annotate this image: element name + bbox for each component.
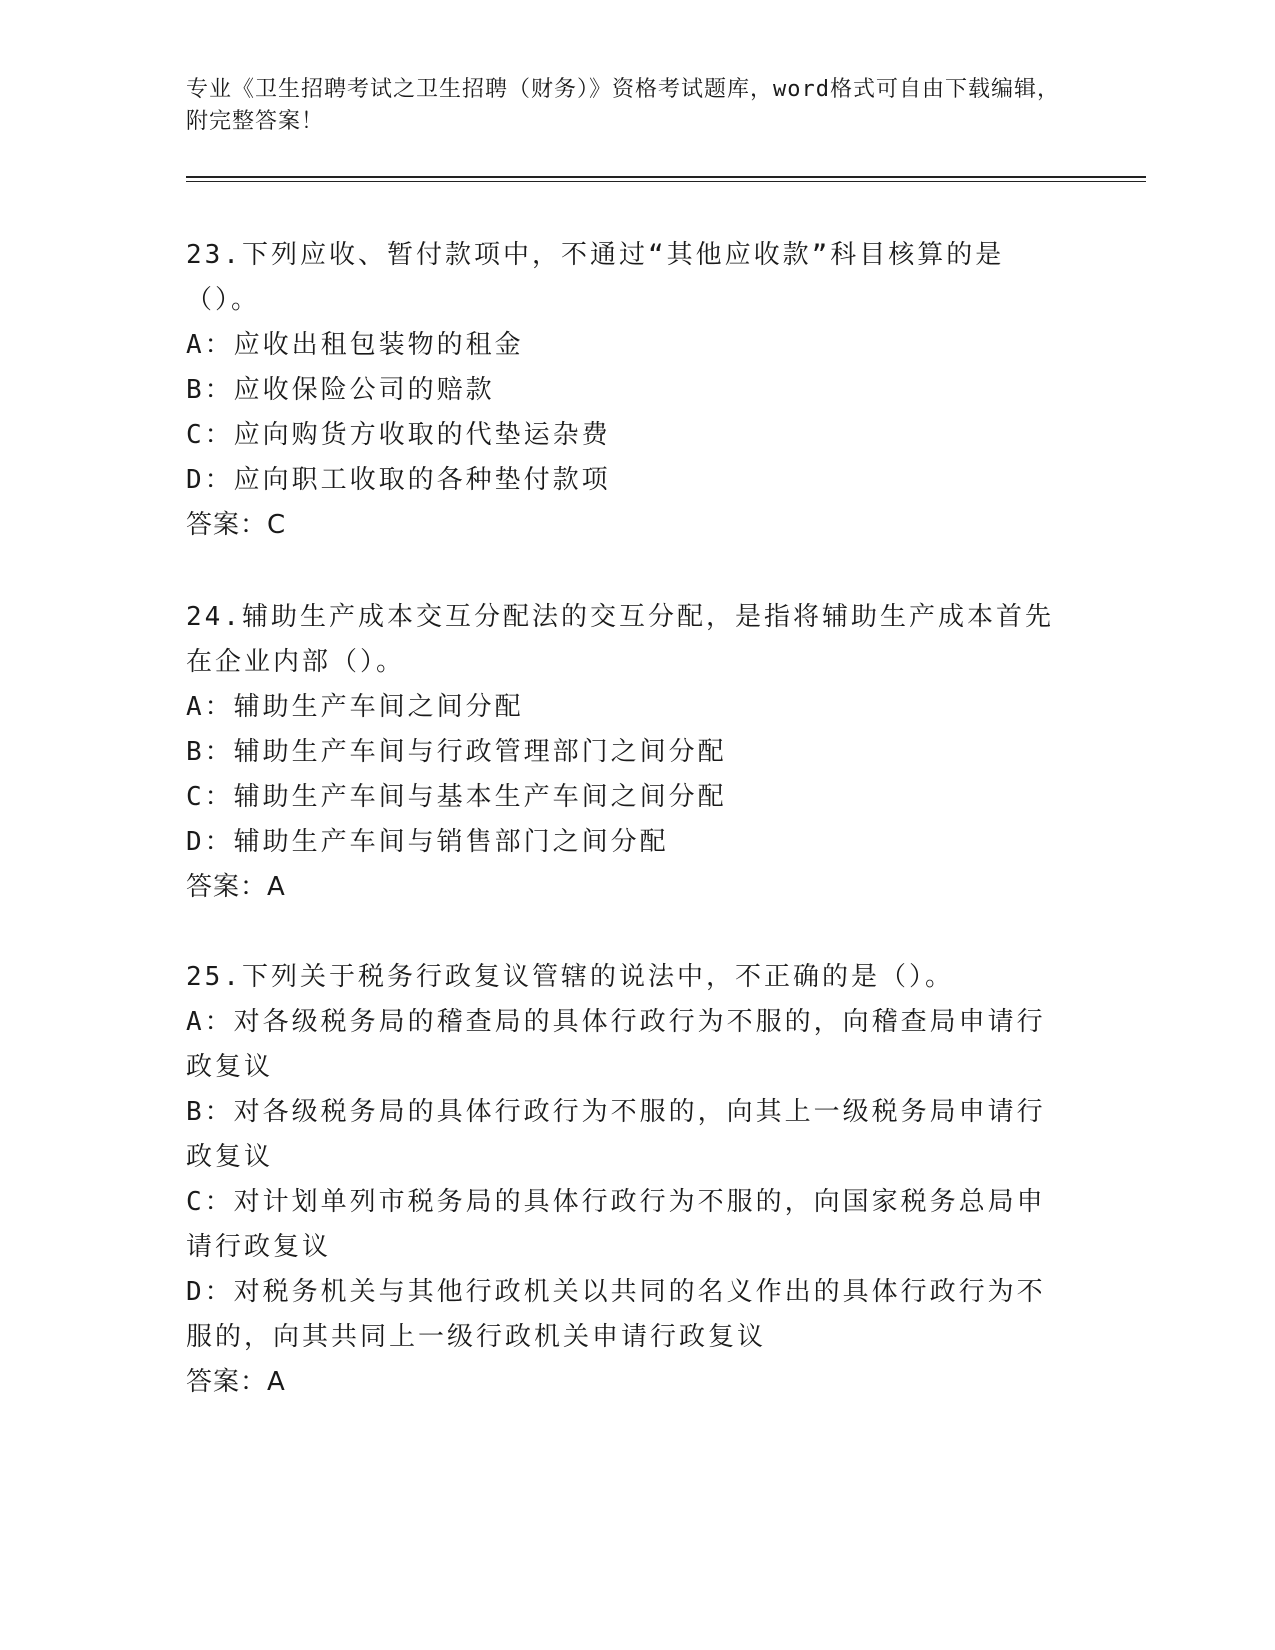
question-23 (186, 233, 1066, 548)
option-b: B：应收保险公司的赔款 (186, 375, 495, 405)
option-c: C：应向购货方收取的代垫运杂费 (186, 420, 611, 450)
header-divider (186, 176, 1146, 182)
question-25 (186, 955, 1066, 1405)
option-c: C：辅助生产车间与基本生产车间之间分配 (186, 782, 727, 812)
answer-line: 答案：A (186, 872, 286, 902)
question-stem: 24.辅助生产成本交互分配法的交互分配，是指将辅助生产成本首先在企业内部（）。 (186, 602, 1054, 677)
question-stem: 25.下列关于税务行政复议管辖的说法中，不正确的是（）。 (186, 962, 954, 992)
option-b: B：辅助生产车间与行政管理部门之间分配 (186, 737, 727, 767)
option-c: C：对计划单列市税务局的具体行政行为不服的，向国家税务总局申请行政复议 (186, 1187, 1046, 1262)
option-d: D：应向职工收取的各种垫付款项 (186, 465, 611, 495)
option-d: D：辅助生产车间与销售部门之间分配 (186, 827, 669, 857)
option-a: A：辅助生产车间之间分配 (186, 692, 524, 722)
answer-line: 答案：C (186, 510, 287, 540)
document-header-note: 专业《卫生招聘考试之卫生招聘（财务）》资格考试题库，word格式可自由下载编辑，附完整答案！ (186, 77, 1060, 134)
option-a: A：应收出租包装物的租金 (186, 330, 524, 360)
answer-line: 答案：A (186, 1367, 286, 1397)
option-d: D：对税务机关与其他行政机关以共同的名义作出的具体行政行为不服的，向其共同上一级行政机关申请行政复议 (186, 1277, 1046, 1352)
question-stem: 23.下列应收、暂付款项中，不通过“其他应收款”科目核算的是（）。 (186, 240, 1005, 315)
option-b: B：对各级税务局的具体行政行为不服的，向其上一级税务局申请行政复议 (186, 1097, 1046, 1172)
question-24 (186, 595, 1066, 910)
option-a: A：对各级税务局的稽查局的具体行政行为不服的，向稽查局申请行政复议 (186, 1007, 1046, 1082)
